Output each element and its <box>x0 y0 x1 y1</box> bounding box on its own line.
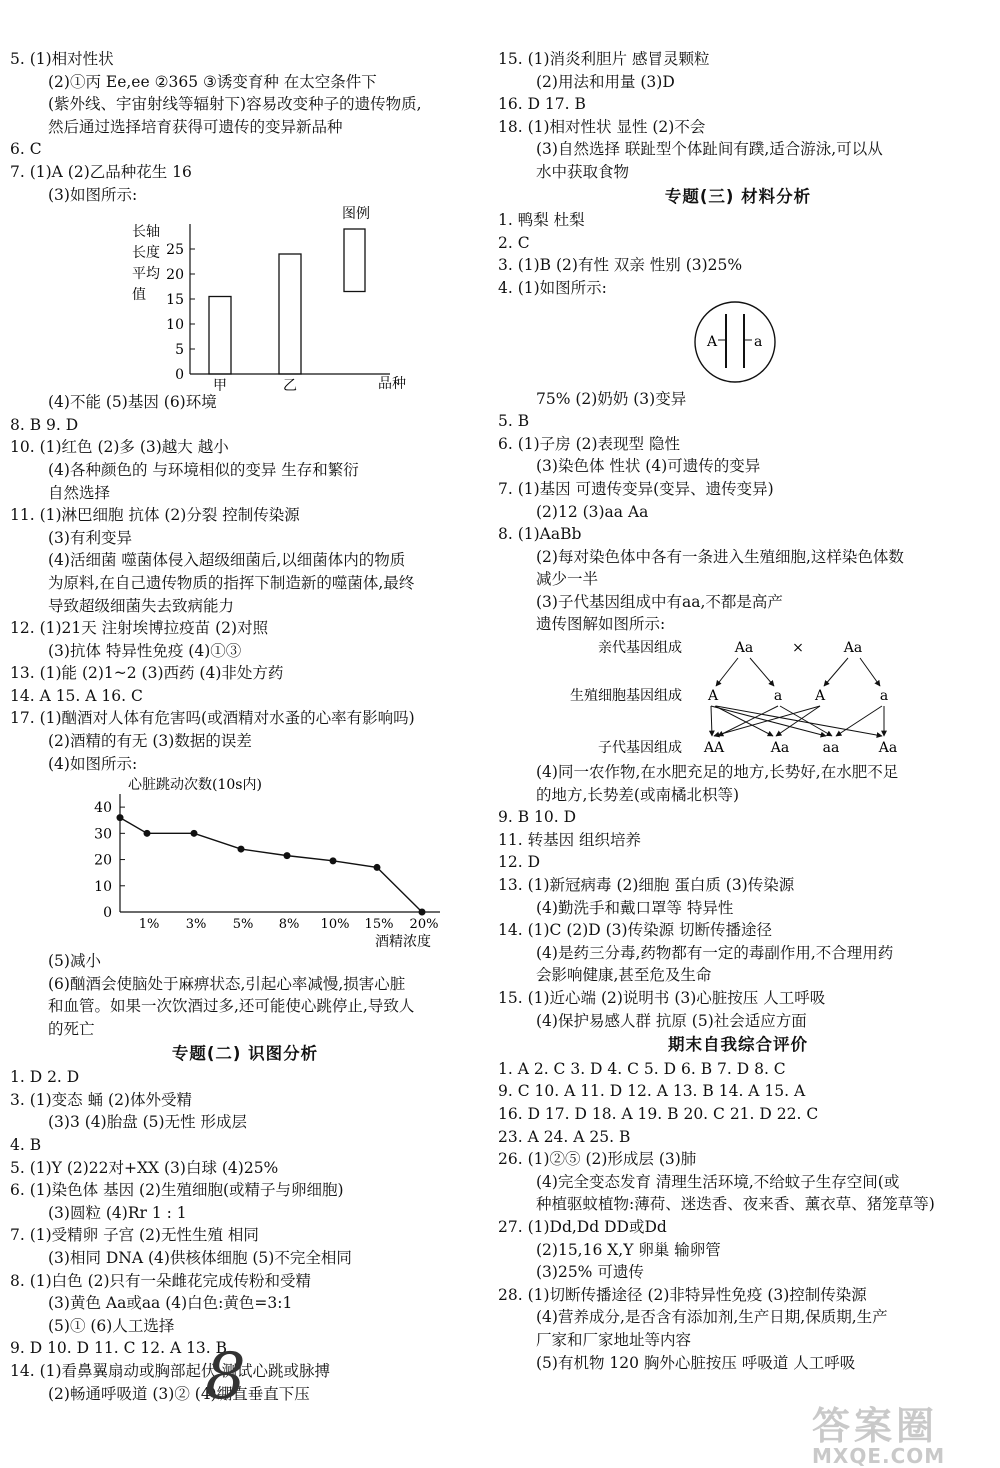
answer-line: (3)抗体 特异性免疫 (4)①③ <box>48 641 242 660</box>
answer-line: 导致超级细菌失去致病能力 <box>48 596 235 615</box>
y-tick-label: 10 <box>94 879 112 896</box>
answer-line: 7. (1)受精卵 子宫 (2)无性生殖 相同 <box>10 1226 259 1245</box>
data-point <box>117 814 124 821</box>
answer-line: 8. (1)AaBb <box>498 525 582 544</box>
answer-line: (2)畅通呼吸道 (3)② (4)绷直垂直下压 <box>48 1384 310 1403</box>
y-tick-label: 20 <box>94 852 112 869</box>
answer-line: (3)子代基因组成中有aa,不都是高产 <box>536 592 783 611</box>
y-axis-label: 值 <box>132 287 146 304</box>
gamete: a <box>773 688 783 705</box>
parent-genotype: Aa <box>734 640 754 657</box>
y-tick-label: 30 <box>94 826 112 843</box>
answer-line: 9. C 10. A 11. D 12. A 13. B 14. A 15. A <box>498 1082 806 1101</box>
answer-line: 为原料,在自己遗传物质的指挥下制造新的噬菌体,最终 <box>48 573 415 592</box>
answer-line: 11. (1)淋巴细胞 抗体 (2)分裂 控制传染源 <box>10 506 300 525</box>
answer-line: 14. (1)看鼻翼扇动或胸部起伏 测试心跳或脉搏 <box>10 1361 330 1380</box>
answer-line: (4)如图所示: <box>48 754 138 773</box>
y-axis-label: 长轴 <box>132 224 160 241</box>
answer-line: (紫外线、宇宙射线等辐射下)容易改变种子的遗传物质, <box>48 95 422 114</box>
row-label: 亲代基因组成 <box>598 640 682 657</box>
left-column <box>10 48 480 1405</box>
row-label: 子代基因组成 <box>598 740 682 757</box>
watermark-logo <box>812 1395 945 1468</box>
data-point <box>284 852 291 859</box>
answer-line: 13. (1)能 (2)1~2 (3)西药 (4)非处方药 <box>10 664 284 683</box>
answer-line: (6)酗酒会使脑处于麻痹状态,引起心率减慢,损害心脏 <box>48 974 406 993</box>
answer-line: 9. B 10. D <box>498 808 577 827</box>
y-tick-label: 5 <box>175 342 184 359</box>
answer-line: (3)圆粒 (4)Rr 1 : 1 <box>48 1203 187 1222</box>
gamete: A <box>814 688 826 705</box>
answer-block <box>498 761 978 1374</box>
answer-line: 减少一半 <box>536 570 599 589</box>
answer-block <box>10 391 480 775</box>
x-axis-label: 品种 <box>378 376 406 392</box>
arrow <box>780 706 832 736</box>
answer-line: 6. (1)子房 (2)表现型 隐性 <box>498 434 680 453</box>
answer-line: (4)保护易感人群 抗原 (5)社会适应方面 <box>536 1011 807 1030</box>
x-tick-label: 乙 <box>283 378 297 392</box>
arrow <box>716 706 882 736</box>
answer-block <box>498 48 978 300</box>
answer-line: 28. (1)切断传播途径 (2)非特异性免疫 (3)控制传染源 <box>498 1285 867 1304</box>
answer-line: (4)同一农作物,在水肥充足的地方,长势好,在水肥不足 <box>536 763 899 782</box>
answer-line: 27. (1)Dd,Dd DD或Dd <box>498 1217 667 1236</box>
y-tick-label: 15 <box>166 292 184 309</box>
x-axis-label: 酒精浓度 <box>375 934 431 951</box>
y-tick-label: 0 <box>175 367 184 384</box>
chart-title: 心脏跳动次数(10s内) <box>128 777 262 794</box>
answer-line: 1. 鸭梨 杜梨 <box>498 211 585 230</box>
answer-line: 水中获取食物 <box>536 162 630 181</box>
page-mark: 8 <box>205 1340 246 1414</box>
genetic-cross-diagram <box>498 636 978 761</box>
allele-label: A <box>707 333 718 350</box>
answer-line: (2)15,16 X,Y 卵巢 输卵管 <box>536 1240 721 1259</box>
answer-line: 14. A 15. A 16. C <box>10 686 143 705</box>
answer-block <box>498 388 978 637</box>
section-title: 专题(三) 材料分析 <box>664 186 812 206</box>
x-tick-label: 3% <box>185 917 207 933</box>
answer-line: (5)减小 <box>48 952 101 971</box>
answer-line: 12. D <box>498 853 541 872</box>
answer-line: 的死亡 <box>48 1020 95 1039</box>
answer-line: 种植驱蚊植物:薄荷、迷迭香、夜来香、薰衣草、猪笼草等) <box>536 1195 935 1214</box>
answer-line: 16. D 17. B <box>498 95 586 114</box>
answer-line: (2)用法和用量 (3)D <box>536 72 675 91</box>
answer-line: (3)有利变异 <box>48 528 132 547</box>
offspring-genotype: AA <box>703 740 725 757</box>
answer-line: (5)有机物 120 胸外心脏按压 呼吸道 人工呼吸 <box>536 1353 856 1372</box>
x-tick-label: 1% <box>138 917 160 933</box>
x-tick-label: 5% <box>232 917 254 933</box>
answer-line: 9. D 10. D 11. C 12. A 13. B <box>10 1339 228 1358</box>
answer-line: 自然选择 <box>48 483 111 502</box>
data-point <box>191 830 198 837</box>
section-title: 专题(二) 识图分析 <box>171 1043 319 1063</box>
line-chart <box>40 775 460 950</box>
answer-line: (4)营养成分,是否含有添加剂,生产日期,保质期,生产 <box>536 1308 888 1327</box>
chromosome-diagram <box>498 300 978 388</box>
answer-line: (4)不能 (5)基因 (6)环境 <box>48 393 217 412</box>
answer-line: (4)勤洗手和戴口罩等 特异性 <box>536 898 734 917</box>
gamete: a <box>879 688 889 705</box>
answer-line: (4)是药三分毒,药物都有一定的毒副作用,不合理用药 <box>536 943 894 962</box>
answer-line: 8. B 9. D <box>10 415 79 434</box>
bar-chart <box>130 206 430 391</box>
answer-line: (2)每对染色体中各有一条进入生殖细胞,这样染色体数 <box>536 547 904 566</box>
x-tick-label: 20% <box>409 917 439 933</box>
answer-line: 3. (1)变态 蛹 (2)体外受精 <box>10 1090 192 1109</box>
y-tick-label: 40 <box>94 800 112 817</box>
answer-line: 3. (1)B (2)有性 双亲 性别 (3)25% <box>498 256 743 275</box>
arrow <box>860 658 880 686</box>
allele-label: a <box>754 333 763 350</box>
bar <box>279 254 301 374</box>
answer-line: 15. (1)近心端 (2)说明书 (3)心脏按压 人工呼吸 <box>498 989 826 1007</box>
right-column <box>498 48 978 1374</box>
data-point <box>374 864 381 871</box>
data-point <box>419 909 426 916</box>
arrow <box>715 706 773 736</box>
y-tick-label: 25 <box>166 242 184 259</box>
answer-line: 17. (1)酗酒对人体有危害吗(或酒精对水蚤的心率有影响吗) <box>10 709 415 728</box>
answer-line: 23. A 24. A 25. B <box>498 1127 631 1146</box>
offspring-genotype: Aa <box>770 740 790 757</box>
cross-symbol: × <box>792 640 804 657</box>
x-tick-label: 10% <box>320 917 350 933</box>
answer-line: (2)①丙 Ee,ee ②365 ③诱变育种 在太空条件下 <box>48 72 377 91</box>
answer-line: 4. (1)如图所示: <box>498 278 607 297</box>
answer-line: 8. (1)白色 (2)只有一朵雌花完成传粉和受精 <box>10 1271 312 1290</box>
answer-line: (3)黄色 Aa或aa (4)白色:黄色=3:1 <box>48 1294 293 1313</box>
answer-line: (5)① (6)人工选择 <box>48 1316 175 1335</box>
bar <box>209 297 231 375</box>
y-tick-label: 0 <box>103 905 112 922</box>
answer-line: 然后通过选择培育获得可遗传的变异新品种 <box>48 117 343 136</box>
answer-line: (4)活细菌 噬菌体侵入超级细菌后,以细菌体内的物质 <box>48 551 406 570</box>
answer-line: 和血管。如果一次饮酒过多,还可能使心跳停止,导致人 <box>48 997 415 1016</box>
x-tick-label: 甲 <box>213 378 227 392</box>
answer-line: 7. (1)A (2)乙品种花生 16 <box>10 162 192 181</box>
parent-genotype: Aa <box>843 640 863 657</box>
arrow <box>716 658 738 686</box>
legend-box <box>344 229 365 292</box>
answer-line: 的地方,长势差(或南橘北枳等) <box>536 785 740 804</box>
arrow <box>776 706 820 736</box>
answer-line: (2)酒精的有无 (3)数据的误差 <box>48 732 252 751</box>
answer-block <box>10 950 480 1405</box>
watermark-url: MXQE.COM <box>812 1444 946 1468</box>
answer-line: (3)自然选择 联趾型个体趾间有蹼,适合游泳,可以从 <box>536 140 883 159</box>
answer-line: 4. B <box>10 1136 42 1154</box>
data-point <box>238 846 245 853</box>
answer-line: 遗传图解如图所示: <box>536 615 666 634</box>
x-tick-label: 15% <box>364 917 394 933</box>
answer-line: (4)各种颜色的 与环境相似的变异 生存和繁衍 <box>48 460 359 479</box>
answer-line: 厂家和厂家地址等内容 <box>536 1330 692 1349</box>
answer-line: 18. (1)相对性状 显性 (2)不会 <box>498 117 706 136</box>
legend-title: 图例 <box>342 206 370 223</box>
answer-line: (4)完全变态发育 清理生活环境,不给蚊子生存空间(或 <box>536 1172 900 1191</box>
offspring-genotype: Aa <box>878 740 898 757</box>
answer-line: (3)25% 可遗传 <box>536 1263 644 1282</box>
gamete: A <box>707 688 719 705</box>
y-axis-label: 平均 <box>132 266 160 283</box>
answer-line: 5. B <box>498 412 530 431</box>
answer-line: (2)12 (3)aa Aa <box>536 502 649 521</box>
answer-line: 1. D 2. D <box>10 1068 80 1087</box>
answer-line: (3)相同 DNA (4)供核体细胞 (5)不完全相同 <box>48 1248 352 1267</box>
data-point <box>330 858 337 865</box>
answer-line: 6. (1)染色体 基因 (2)生殖细胞(或精子与卵细胞) <box>10 1181 344 1200</box>
y-tick-label: 10 <box>166 317 184 334</box>
arrow <box>824 658 848 686</box>
answer-line: 会影响健康,甚至危及生命 <box>536 966 712 985</box>
answer-line: (3)染色体 性状 (4)可遗传的变异 <box>536 457 761 476</box>
y-axis-label: 长度 <box>132 245 160 262</box>
answer-line: 1. A 2. C 3. D 4. C 5. D 6. B 7. D 8. C <box>498 1059 786 1078</box>
answer-line: 26. (1)②⑤ (2)形成层 (3)肺 <box>498 1150 697 1169</box>
answer-line: 12. (1)21天 注射埃博拉疫苗 (2)对照 <box>10 619 269 638</box>
arrow <box>711 706 712 736</box>
row-label: 生殖细胞基因组成 <box>570 688 682 705</box>
answer-line: 5. (1)相对性状 <box>10 50 114 68</box>
section-title: 期末自我综合评价 <box>668 1035 808 1055</box>
answer-line: 16. D 17. D 18. A 19. B 20. C 21. D 22. C <box>498 1104 819 1123</box>
answer-block <box>10 48 480 206</box>
answer-line: 14. (1)C (2)D (3)传染源 切断传播途径 <box>498 921 773 940</box>
answer-line: (3)如图所示: <box>48 185 138 204</box>
answer-line: 15. (1)消炎利胆片 感冒灵颗粒 <box>498 50 710 68</box>
answer-line: 5. (1)Y (2)22对+XX (3)白球 (4)25% <box>10 1158 279 1177</box>
x-tick-label: 8% <box>278 917 300 933</box>
answer-line: 7. (1)基因 可遗传变异(变异、遗传变异) <box>498 479 774 498</box>
answer-line: 13. (1)新冠病毒 (2)细胞 蛋白质 (3)传染源 <box>498 876 795 895</box>
answer-line: 11. 转基因 组织培养 <box>498 830 642 849</box>
answer-line: 6. C <box>10 140 42 159</box>
watermark-text: 答案圈 <box>812 1404 939 1448</box>
answer-line: 2. C <box>498 233 530 252</box>
y-tick-label: 20 <box>166 267 184 284</box>
answer-line: (3)3 (4)胎盘 (5)无性 形成层 <box>48 1113 248 1132</box>
arrow <box>750 658 774 686</box>
answer-line: 10. (1)红色 (2)多 (3)越大 越小 <box>10 438 229 457</box>
answer-line: 75% (2)奶奶 (3)变异 <box>536 389 687 408</box>
data-point <box>144 830 151 837</box>
offspring-genotype: aa <box>822 740 840 757</box>
